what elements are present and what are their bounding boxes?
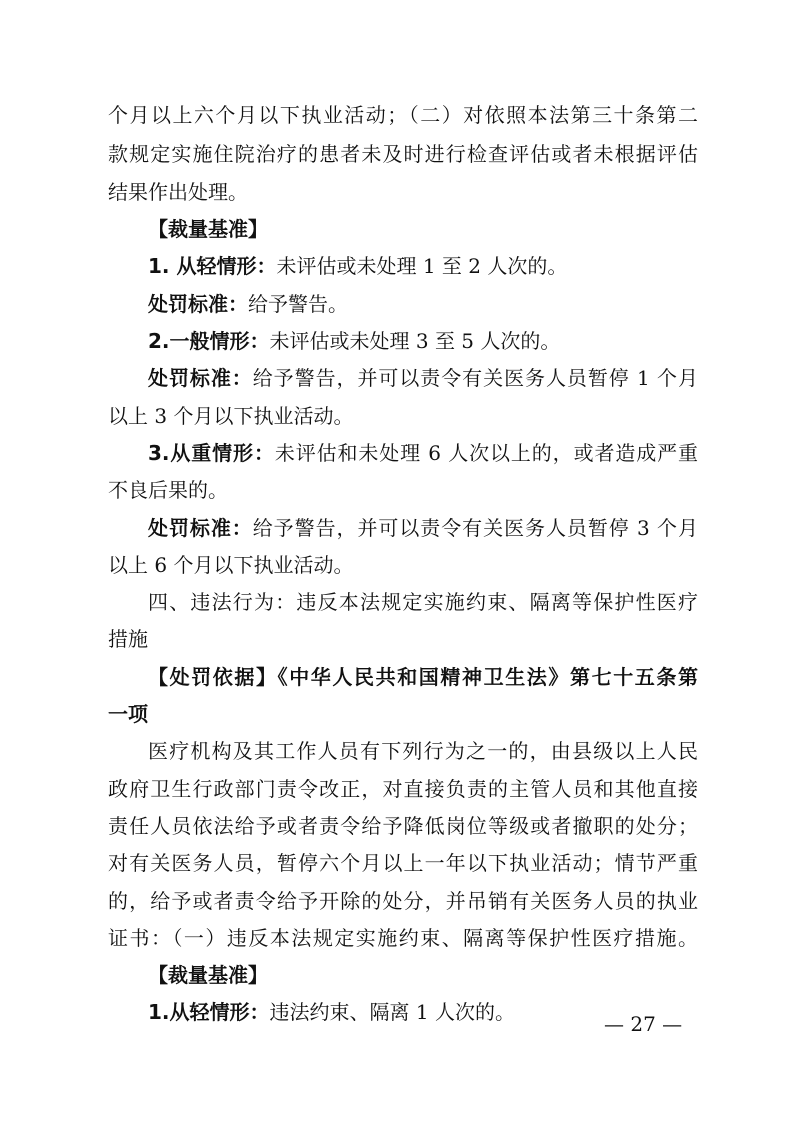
criteria-text: 未评估和未处理 6 人次以上的，或者造成严重 (274, 441, 698, 465)
text-line: 责任人员依法给予或者责令给予降低岗位等级或者撤职的处分； (108, 814, 698, 838)
text-line: 结果作出处理。 (108, 180, 248, 204)
legal-basis-heading: 一项 (108, 702, 148, 726)
criteria-line (148, 252, 698, 280)
penalty-line (148, 364, 698, 392)
text-line: 的，给予或者责令给予开除的处分，并吊销有关医务人员的执业 (108, 889, 698, 913)
text-line: 证书：（一）违反本法规定实施约束、隔离等保护性医疗措施。 (108, 926, 698, 950)
section-heading: 【裁量基准】 (148, 217, 268, 241)
criteria-line (148, 439, 698, 467)
legal-basis-heading: 【处罚依据】《中华人民共和国精神卫生法》第七十五条第 (148, 665, 698, 689)
text-line: 医疗机构及其工作人员有下列行为之一的，由县级以上人民 (148, 739, 698, 763)
text-line: 个月以上六个月以下执业活动；（二）对依照本法第三十条第二 (108, 103, 698, 127)
penalty-text: 给予警告，并可以责令有关医务人员暂停 1 个月 (252, 366, 698, 390)
text-line: 以上 3 个月以下执业活动。 (108, 404, 354, 428)
text-line: 措施 (108, 627, 148, 651)
penalty-label: 处罚标准： (148, 516, 253, 540)
criteria-text: 未评估或未处理 1 至 2 人次的。 (276, 254, 568, 278)
page-number: — 27 — (604, 1012, 683, 1036)
text-line: 政府卫生行政部门责令改正，对直接负责的主管人员和其他直接 (108, 777, 698, 801)
penalty-text: 给予警告，并可以责令有关医务人员暂停 3 个月 (252, 516, 698, 540)
criteria-label: 1.从轻情形： (148, 1000, 270, 1024)
text-line: 以上 6 个月以下执业活动。 (108, 553, 354, 577)
penalty-line (148, 290, 698, 318)
criteria-label: 1. 从轻情形： (148, 254, 277, 278)
criteria-label: 2.一般情形： (148, 329, 270, 353)
penalty-line (148, 514, 698, 542)
criteria-label: 3.从重情形： (148, 441, 275, 465)
penalty-label: 处罚标准： (148, 366, 253, 390)
penalty-text: 给予警告。 (248, 292, 348, 316)
criteria-text: 未评估或未处理 3 至 5 人次的。 (269, 329, 561, 353)
text-line: 款规定实施住院治疗的患者未及时进行检查评估或者未根据评估 (108, 142, 698, 166)
text-line: 不良后果的。 (108, 478, 228, 502)
section-heading: 【裁量基准】 (148, 963, 268, 987)
text-line: 对有关医务人员，暂停六个月以上一年以下执业活动；情节严重 (108, 851, 698, 875)
criteria-text: 违法约束、隔离 1 人次的。 (269, 1000, 515, 1024)
criteria-line (148, 327, 698, 355)
section-title: 四、违法行为：违反本法规定实施约束、隔离等保护性医疗 (148, 590, 698, 614)
penalty-label: 处罚标准： (148, 292, 248, 316)
